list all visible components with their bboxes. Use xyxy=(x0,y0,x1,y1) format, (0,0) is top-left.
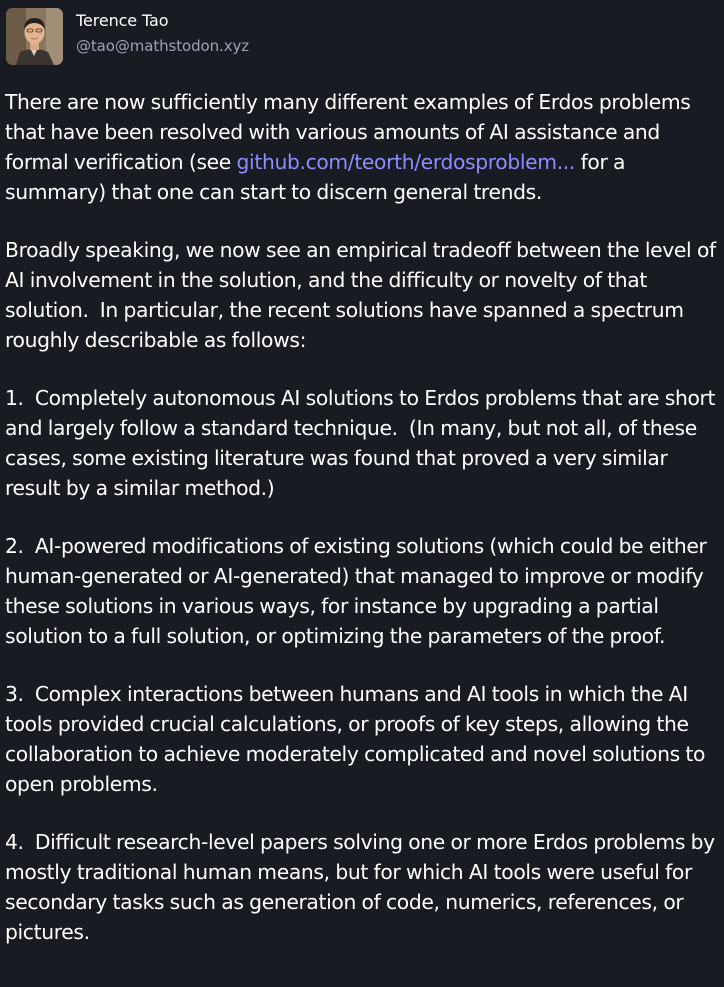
list-item-3: 3. Complex interactions between humans and AI tools in which the AI tools provided crucial calculations, or proofs of key steps, allowing the collaboration to achieve moderately complicated and novel solutions to open problems. xyxy=(5,682,711,796)
display-name[interactable]: Terence Tao xyxy=(76,11,169,30)
paragraph-2: Broadly speaking, we now see an empirical tradeoff between the level of AI involvement in the solution, and the difficulty or novelty of that solution. In particular, the recent solutions have spanned a spectrum roughly describable as follows: xyxy=(5,238,722,352)
paragraph-1 xyxy=(5,87,721,207)
paragraph-1-text-before: There are now sufficiently many different examples of Erdos problems that have been resolved with various amounts of AI assistance and formal verification (see xyxy=(5,90,697,174)
post-content xyxy=(5,87,721,975)
paragraph-1-text-after: for a summary) that one can start to discern general trends. xyxy=(5,150,631,204)
avatar-image xyxy=(6,8,63,65)
github-link[interactable]: github.com/teorth/erdosproblem... xyxy=(236,150,576,174)
author-info xyxy=(76,8,249,55)
account-handle[interactable]: @tao@mathstodon.xyz xyxy=(76,37,250,55)
list-item-2: 2. AI-powered modifications of existing solutions (which could be either human-generated or AI-generated) that managed to improve or modify these solutions in various ways, for instance by upgrading a partial solution to a full solution, or optimizing the parameters of the proof. xyxy=(5,534,713,648)
list-item-4: 4. Difficult research-level papers solving one or more Erdos problems by mostly traditional human means, but for which AI tools were useful for secondary tasks such as generation of code, numerics, references, or pictures. xyxy=(5,830,721,944)
avatar[interactable] xyxy=(6,8,63,65)
post-header xyxy=(6,8,249,66)
list-item-1: 1. Completely autonomous AI solutions to Erdos problems that are short and largely follow a standard technique. (In many, but not all, of these cases, some existing literature was found that proved a very similar result by a similar method.) xyxy=(5,386,721,500)
